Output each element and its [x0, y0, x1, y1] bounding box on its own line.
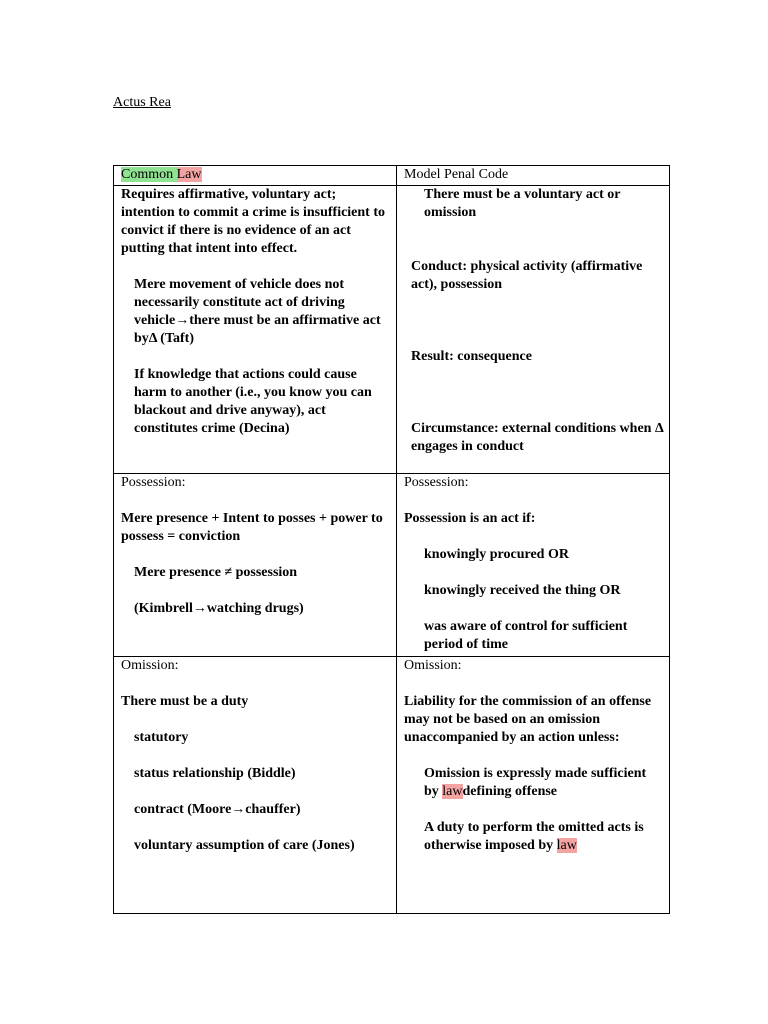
cell-mpc-possession: [397, 474, 670, 657]
common-possession-intro: Mere presence + Intent to posses + power to possess = conviction: [121, 511, 383, 544]
cell-mpc-actus: [397, 186, 670, 474]
bullet-item: Mere presence ≠ possession: [134, 565, 298, 580]
mpc-possession-intro: Possession is an act if:: [404, 511, 536, 526]
highlight-law: law: [442, 784, 463, 799]
bullet-item: If knowledge that actions could cause harm to another (i.e., you know you can blackout and drive anyway), act constitutes crime (Decina): [134, 367, 372, 436]
actus-rea-table: [113, 165, 670, 914]
bullet-item: was aware of control for sufficient period of time: [424, 619, 628, 652]
row-omission: [114, 657, 670, 914]
header-row: [114, 166, 670, 186]
bullet-item: (Kimbrell→watching drugs): [134, 601, 304, 616]
bullet-item: There must be a voluntary act or omission: [424, 187, 621, 220]
bullet-item: status relationship (Biddle): [134, 766, 296, 781]
bullet-item: statutory: [134, 730, 189, 745]
mpc-omission-label: Omission:: [404, 658, 462, 673]
common-actus-intro: Requires affirmative, voluntary act; intention to commit a crime is insufficient to convict if there is no evidence of an act putting that intent into effect.: [121, 187, 386, 256]
header-common-law: [114, 166, 397, 186]
mpc-circumstance: Circumstance: external conditions when Δ engages in conduct: [411, 421, 663, 454]
highlight-common: Common: [121, 167, 177, 182]
bullet-item: knowingly received the thing OR: [424, 583, 621, 598]
highlight-law: Law: [176, 167, 202, 182]
mpc-possession-label: Possession:: [404, 475, 469, 490]
common-omission-label: Omission:: [121, 658, 179, 673]
bullet-item: knowingly procured OR: [424, 547, 569, 562]
bullet-item: voluntary assumption of care (Jones): [134, 838, 355, 853]
header-model-penal-code: Model Penal Code: [397, 166, 670, 186]
cell-mpc-omission: [397, 657, 670, 914]
highlight-law: law: [556, 838, 577, 853]
row-possession: [114, 474, 670, 657]
cell-common-omission: [114, 657, 397, 914]
common-omission-intro: There must be a duty: [121, 694, 249, 709]
bullet-item: Omission is expressly made sufficient by lawdefining offense: [424, 766, 647, 799]
mpc-conduct: Conduct: physical activity (affirmative act), possession: [411, 259, 643, 292]
common-possession-label: Possession:: [121, 475, 186, 490]
bullet-item: contract (Moore→chauffer): [134, 802, 301, 817]
cell-common-possession: [114, 474, 397, 657]
bullet-item: A duty to perform the omitted acts is otherwise imposed by law: [424, 820, 644, 853]
cell-common-actus: [114, 186, 397, 474]
mpc-result: Result: consequence: [411, 349, 532, 364]
bullet-item: Mere movement of vehicle does not necessarily constitute act of driving vehicle→there must be an affirmative act byΔ (Taft): [134, 277, 381, 346]
mpc-omission-intro: Liability for the commission of an offense may not be based on an omission unaccompanied by an action unless:: [404, 694, 652, 745]
document-title: Actus Rea: [113, 95, 171, 110]
row-actus: [114, 186, 670, 474]
